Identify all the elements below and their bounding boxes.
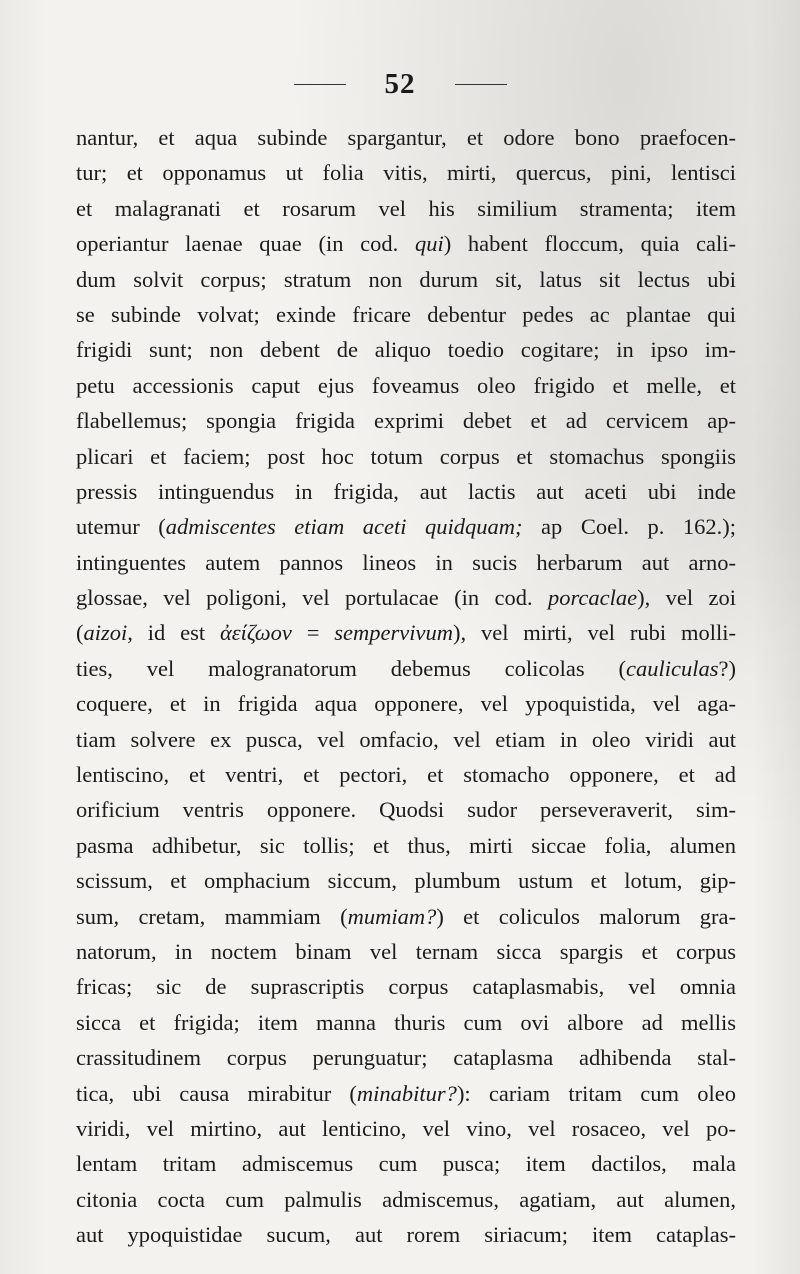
text-line — [76, 1040, 736, 1075]
text-run: fricas; sic de suprascriptis corpus cataplasmabis, vel omnia — [76, 974, 736, 1000]
italic-text-run: mumiam? — [347, 903, 437, 929]
text-line — [76, 1146, 736, 1181]
text-line — [76, 722, 736, 757]
text-run: natorum, in noctem binam vel ternam sicca spargis et corpus — [76, 938, 736, 964]
text-run: id est — [132, 620, 220, 646]
text-run: coquere, et in frigida aqua opponere, vel ypoquistida, vel aga- — [76, 691, 736, 717]
text-run: ( — [76, 620, 84, 646]
text-run: intinguentes autem pannos lineos in sucis herbarum aut arno- — [76, 549, 736, 575]
text-line — [76, 368, 736, 403]
text-run: se subinde volvat; exinde fricare debentur pedes ac plantae qui — [76, 301, 736, 327]
italic-text-run: qui — [414, 231, 444, 257]
text-run: aut ypoquistidae sucum, aut rorem siriacum; item cataplas- — [76, 1222, 736, 1248]
text-line — [76, 1111, 736, 1146]
text-run: plicari et faciem; post hoc totum corpus et stomachus spongiis — [76, 443, 736, 469]
text-line — [76, 1182, 736, 1217]
italic-text-run: porcaclae — [548, 585, 638, 611]
text-run: tur; et opponamus ut folia vitis, mirti, quercus, pini, lentisci — [76, 160, 736, 186]
text-run: viridi, vel mirtino, aut lenticino, vel vino, vel rosaceo, vel po- — [76, 1115, 736, 1141]
body-text — [76, 120, 736, 1253]
text-line — [76, 1005, 736, 1040]
text-line — [76, 120, 736, 155]
text-line — [76, 155, 736, 190]
text-run: ) et coliculos malorum gra- — [436, 903, 736, 929]
text-run: crassitudinem corpus perunguatur; cataplasma adhibenda stal- — [76, 1045, 736, 1071]
text-run: ), vel mirti, vel rubi molli- — [452, 620, 736, 646]
text-run: dum solvit corpus; stratum non durum sit, latus sit lectus ubi — [76, 266, 736, 292]
text-run: flabellemus; spongia frigida exprimi debet et ad cervicem ap- — [76, 408, 736, 434]
page-header — [0, 64, 800, 104]
text-line — [76, 1076, 736, 1111]
text-line — [76, 509, 736, 544]
text-run: tiam solvere ex pusca, vel omfacio, vel etiam in oleo viridi aut — [76, 726, 736, 752]
text-run: ), vel zoi — [637, 585, 736, 611]
text-line — [76, 439, 736, 474]
text-line — [76, 757, 736, 792]
text-run: sum, cretam, mammiam ( — [76, 903, 348, 929]
text-run: et malagranati et rosarum vel his similium stramenta; item — [76, 195, 736, 221]
text-line — [76, 899, 736, 934]
italic-text-run: aizoi, — [83, 620, 133, 646]
italic-text-run: ἀείζωον — [219, 620, 292, 646]
text-line — [76, 332, 736, 367]
text-run: scissum, et omphacium siccum, plumbum ustum et lotum, gip- — [76, 868, 736, 894]
text-line — [76, 828, 736, 863]
text-run: sicca et frigida; item manna thuris cum ovi albore ad mellis — [76, 1009, 736, 1035]
text-line — [76, 686, 736, 721]
text-run: ) habent floccum, quia cali- — [443, 231, 736, 257]
text-line — [76, 191, 736, 226]
text-line — [76, 403, 736, 438]
text-line — [76, 863, 736, 898]
text-run: citonia cocta cum palmulis admiscemus, agatiam, aut alumen, — [76, 1186, 736, 1212]
text-line — [76, 934, 736, 969]
header-rule-right — [455, 84, 507, 85]
italic-text-run: minabitur? — [356, 1080, 457, 1106]
text-line — [76, 969, 736, 1004]
text-line — [76, 651, 736, 686]
text-line — [76, 792, 736, 827]
italic-text-run: cauliculas — [626, 655, 719, 681]
text-run: lentiscino, et ventri, et pectori, et stomacho opponere, et ad — [76, 762, 736, 788]
page-number: 52 — [384, 68, 416, 100]
text-line — [76, 474, 736, 509]
text-run: = — [291, 620, 335, 646]
text-line — [76, 297, 736, 332]
text-run: petu accessionis caput ejus foveamus oleo frigido et melle, et — [76, 372, 736, 398]
text-line — [76, 262, 736, 297]
text-run: ties, vel malogranatorum debemus colicolas ( — [76, 655, 627, 681]
text-run: nantur, et aqua subinde spargantur, et odore bono praefocen- — [76, 125, 736, 150]
text-run: orificium ventris opponere. Quodsi sudor perseveraverit, sim- — [76, 797, 736, 823]
text-run: glossae, vel poligoni, vel portulacae (in cod. — [76, 585, 548, 611]
text-run: operiantur laenae quae (in cod. — [76, 231, 415, 257]
text-line — [76, 580, 736, 615]
text-line — [76, 226, 736, 261]
header-rule-left — [294, 84, 346, 85]
text-run: pressis intinguendus in frigida, aut lactis aut aceti ubi inde — [76, 478, 736, 504]
text-line — [76, 615, 736, 650]
text-line — [76, 1217, 736, 1252]
text-run: ?) — [718, 655, 736, 681]
italic-text-run: admiscentes etiam aceti quidquam; — [165, 514, 523, 540]
text-run: tica, ubi causa mirabitur ( — [76, 1080, 357, 1106]
text-line — [76, 545, 736, 580]
text-run: frigidi sunt; non debent de aliquo toedio cogitare; in ipso im- — [76, 337, 736, 363]
text-run: lentam tritam admiscemus cum pusca; item dactilos, mala — [76, 1151, 736, 1177]
text-run: utemur ( — [76, 514, 166, 540]
italic-text-run: sempervivum — [334, 620, 453, 646]
text-run: ): cariam tritam cum oleo — [456, 1080, 736, 1106]
text-run: ap Coel. p. 162.); — [522, 514, 736, 540]
text-run: pasma adhibetur, sic tollis; et thus, mirti siccae folia, alumen — [76, 832, 736, 858]
